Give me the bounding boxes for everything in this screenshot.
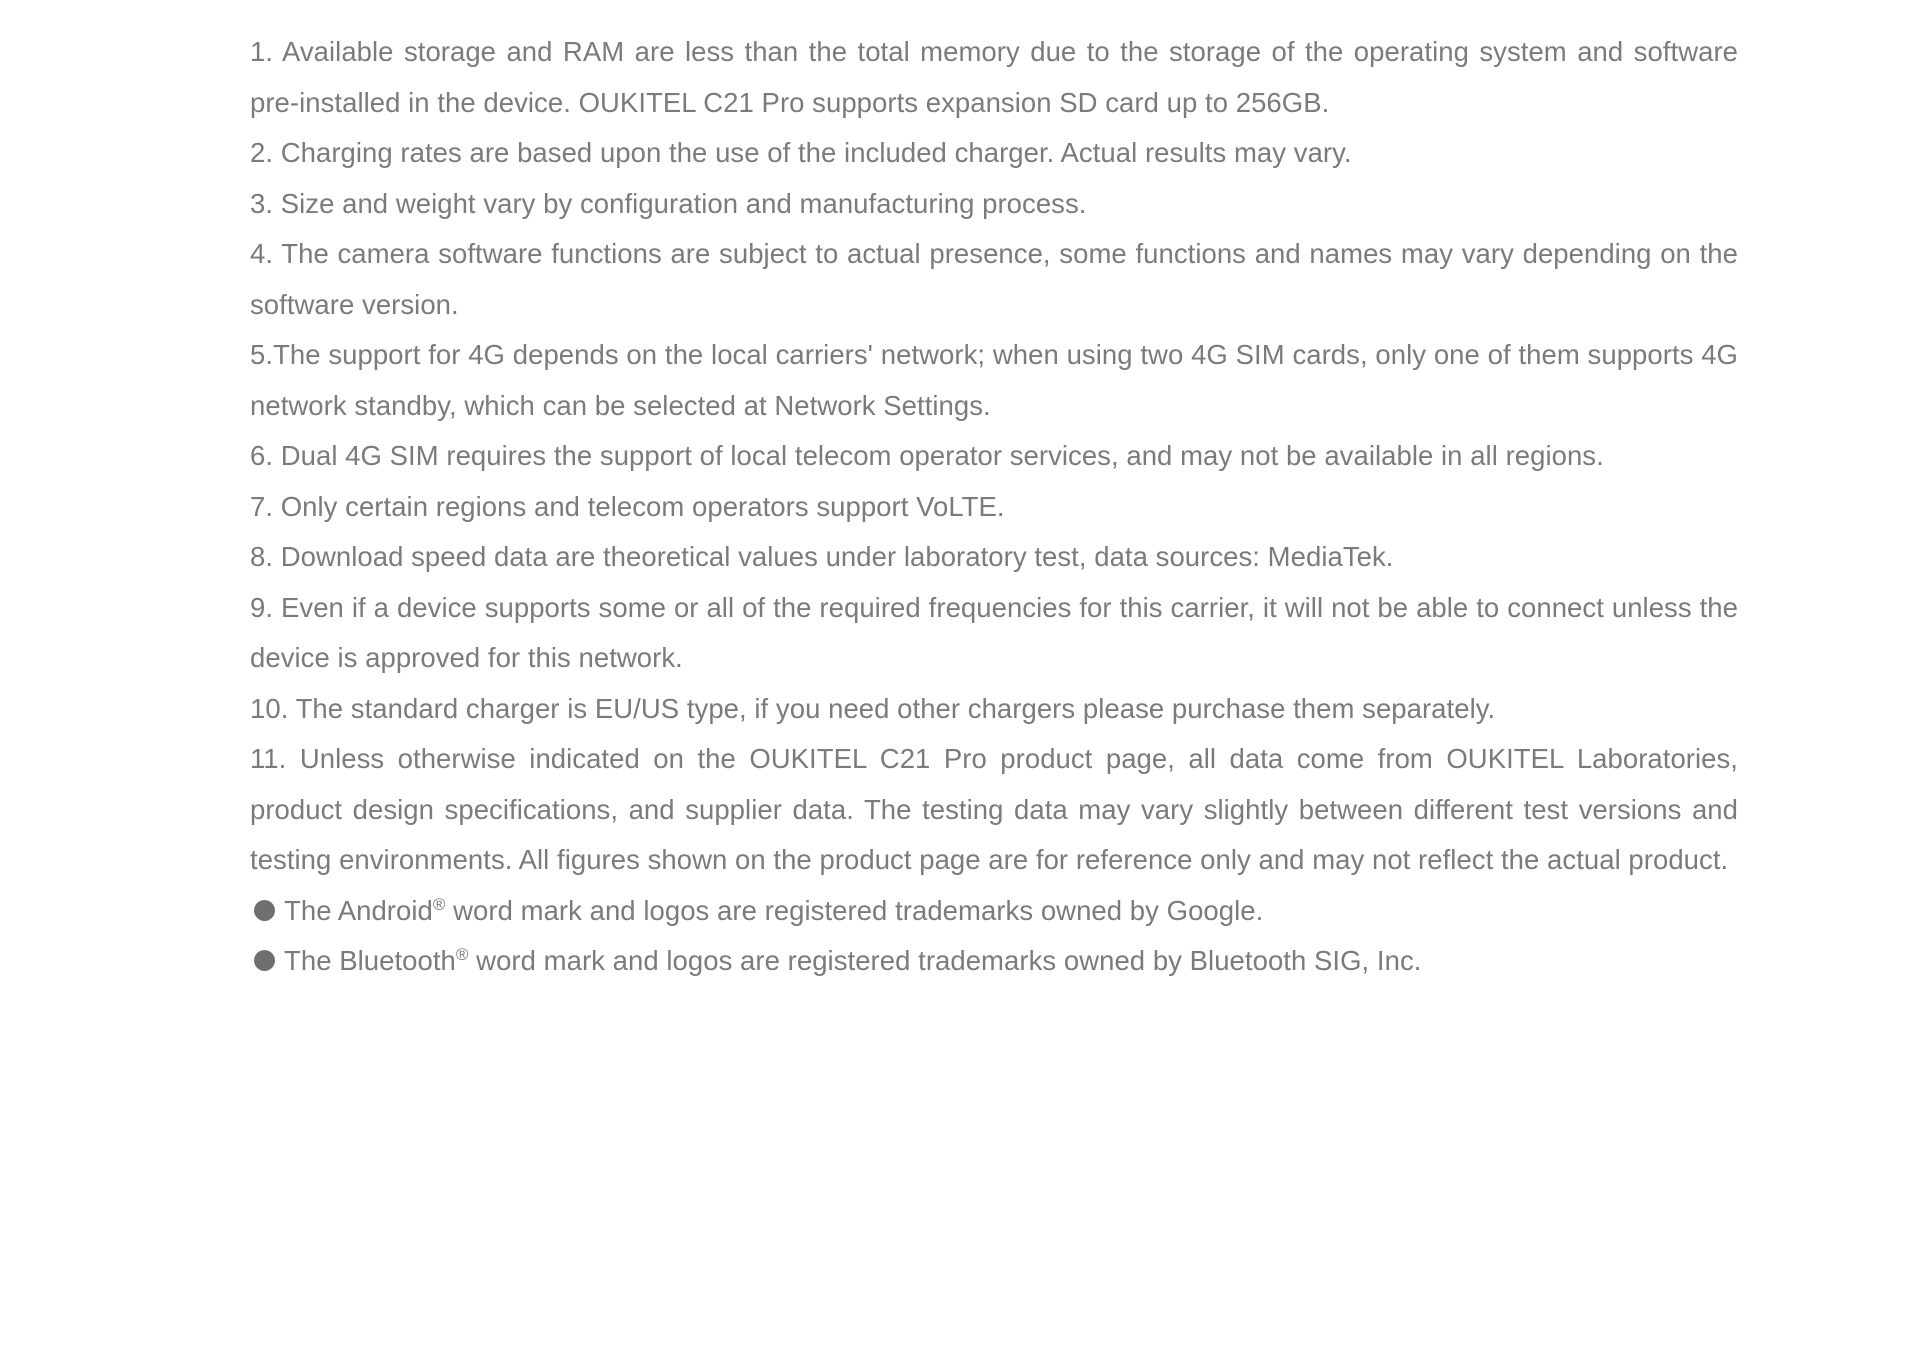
- footnote-6: 6. Dual 4G SIM requires the support of local telecom operator services, and may not be available in all regions.: [250, 440, 1604, 471]
- footnote-7: 7. Only certain regions and telecom operators support VoLTE.: [250, 490, 1005, 522]
- footnote-2: 2. Charging rates are based upon the use of the included charger. Actual results may vary.: [250, 137, 1352, 168]
- bullet-icon: [254, 950, 275, 971]
- registered-mark: ®: [432, 894, 446, 914]
- trademark-bluetooth-text: The Bluetooth: [284, 945, 456, 976]
- footnote-5: 5.The support for 4G depends on the local carriers' network; when using two 4G SIM cards, only one of them supports 4G network standby, which can be selected at Network Settings.: [250, 339, 1738, 421]
- footnote-9: 9. Even if a device supports some or all of the required frequencies for this carrier, it will not be able to connect unless the device is approved for this network.: [250, 591, 1738, 673]
- registered-mark: ®: [455, 945, 469, 964]
- footnote-8: 8. Download speed data are theoretical values under laboratory test, data sources: MediaTek.: [250, 541, 1394, 572]
- footnote-1: 1. Available storage and RAM are less than the total memory due to the storage of the operating system and software pre-installed in the device. OUKITEL C21 Pro supports expansion SD card up to 256GB.: [250, 36, 1738, 118]
- trademark-bluetooth-rest: word mark and logos are registered trademarks owned by Bluetooth SIG, Inc.: [468, 945, 1422, 976]
- trademark-android-text: The Android: [284, 894, 433, 926]
- footnote-4: 4. The camera software functions are subject to actual presence, some functions and names may vary depending on the software version.: [250, 238, 1738, 320]
- footnote-3: 3. Size and weight vary by configuration and manufacturing process.: [250, 187, 1087, 219]
- footnotes-list: [250, 27, 1738, 987]
- footnote-10: 10. The standard charger is EU/US type, if you need other chargers please purchase them separately.: [250, 692, 1496, 724]
- bullet-icon: [254, 900, 275, 921]
- trademark-bluetooth: [250, 936, 1738, 987]
- footnote-11: 11. Unless otherwise indicated on the OUKITEL C21 Pro product page, all data come from OUKITEL Laboratories, product design specifications, and supplier data. The testing data may vary slightly between different test versions and testing environments. All figures shown on the product page are for reference only and may not reflect the actual product.: [250, 743, 1738, 875]
- trademark-android-rest: word mark and logos are registered trademarks owned by Google.: [445, 894, 1264, 926]
- trademark-android: [250, 886, 1738, 937]
